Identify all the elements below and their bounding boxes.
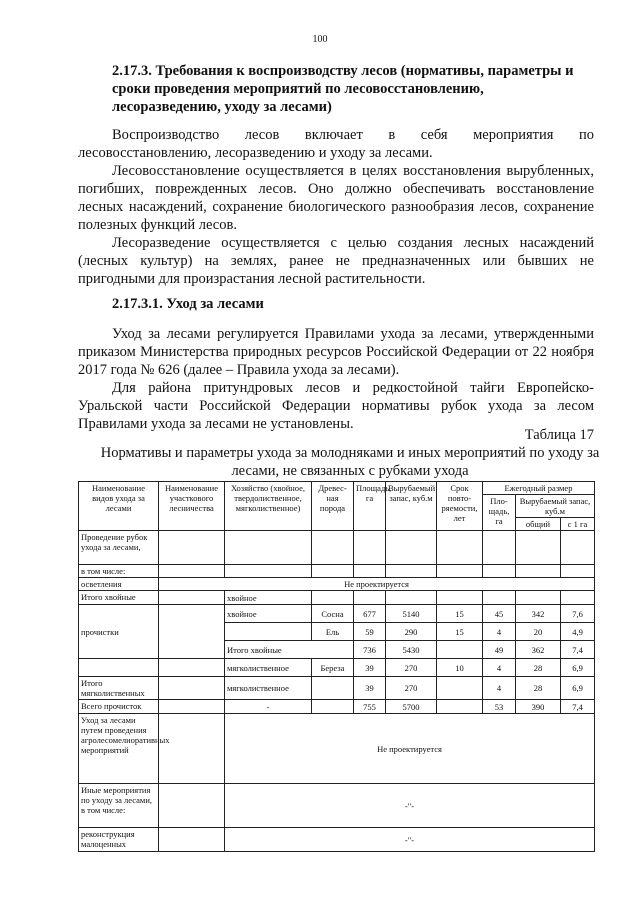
value-cell: 7,4 <box>561 700 595 714</box>
value-cell: 4 <box>483 659 516 677</box>
species-cell: Сосна <box>312 605 354 623</box>
value-cell: 4 <box>483 677 516 700</box>
row-label: Иные мероприятия по уходу за лесами, в том числе: <box>79 784 159 828</box>
table-row <box>79 700 595 714</box>
value-cell: 6,9 <box>561 659 595 677</box>
page-number: 100 <box>312 34 328 45</box>
row-label: Итого мягколиственных <box>79 677 159 700</box>
header-stock: Вырубаемый запас, куб.м <box>386 482 437 531</box>
header-species: Древес-ная порода <box>312 482 354 531</box>
forest-care-table <box>78 481 595 852</box>
row-label: осветления <box>79 578 159 591</box>
ditto-cell: -"- <box>225 784 595 828</box>
value-cell: 5700 <box>386 700 437 714</box>
header-care-type: Наименование видов ухода за лесами <box>79 482 159 531</box>
row-label: прочистки <box>79 605 159 659</box>
table-row <box>79 605 595 623</box>
value-cell: 5430 <box>386 641 437 659</box>
paragraph-care-norms: Для района притундровых лесов и редкостойной тайги Европейско-Уральской части Российской Федерации нормативы рубок ухода за лесом Правилами ухода за лесами не установлены. <box>78 380 594 432</box>
header-annual-stock: Вырубаемый запас, куб.м <box>516 495 595 518</box>
species-cell: Береза <box>312 659 354 677</box>
value-cell: 270 <box>386 677 437 700</box>
value-cell: 270 <box>386 659 437 677</box>
economy-cell: хвойное <box>225 605 312 623</box>
ditto-cell: -"- <box>225 828 595 852</box>
value-cell: 20 <box>516 623 561 641</box>
value-cell: 15 <box>437 605 483 623</box>
value-cell: 290 <box>386 623 437 641</box>
row-label: Всего прочисток <box>79 700 159 714</box>
paragraph-reforestation: Лесовосстановление осуществляется в целях восстановления вырубленных, погибших, поврежденных лесов. Оно должно обеспечивать восстановление лесных насаждений, сохранение биологического разнообразия лесов, сохранение полезных функций лесов. <box>78 163 594 233</box>
row-label: Уход за лесами путем проведения агролесомелиоративных мероприятий <box>79 714 159 784</box>
header-district: Наименование участкового лесничества <box>159 482 225 531</box>
economy-cell: хвойное <box>225 591 312 605</box>
not-designed-cell: Не проектируется <box>225 714 595 784</box>
value-cell: 5140 <box>386 605 437 623</box>
table-header-row <box>79 482 595 495</box>
table-row <box>79 565 595 578</box>
subsection-heading: 2.17.3.1. Уход за лесами <box>112 296 264 312</box>
value-cell: 59 <box>354 623 386 641</box>
value-cell: 15 <box>437 623 483 641</box>
paragraph-care-rules: Уход за лесами регулируется Правилами ухода за лесами, утвержденными приказом Министерства природных ресурсов Российской Федерации от 22 ноября 2017 года № 626 (далее – Правила ухода за лесами). <box>78 326 594 378</box>
section-heading: 2.17.3. Требования к воспроизводству лесов (нормативы, параметры и сроки проведения мероприятий по лесовосстановлению, лесоразведению, уходу за лесами) <box>112 63 574 115</box>
table-row <box>79 531 595 565</box>
value-cell: 6,9 <box>561 677 595 700</box>
paragraph-reproduction: Воспроизводство лесов включает в себя мероприятия по лесовосстановлению, лесоразведению и уходу за лесами. <box>78 127 594 161</box>
not-designed-cell: Не проектируется <box>159 578 595 591</box>
subtotal-label: Итого хвойные <box>225 641 354 659</box>
header-annual-area: Пло-щадь, га <box>483 495 516 531</box>
value-cell: 4,9 <box>561 623 595 641</box>
table-label: Таблица 17 <box>524 427 594 443</box>
value-cell: 45 <box>483 605 516 623</box>
value-cell: 4 <box>483 623 516 641</box>
paragraph-afforestation: Лесоразведение осуществляется с целью создания лесных насаждений (лесных культур) на землях, ранее не предназначенных или бывших не пригодными для произрастания лесной растительности. <box>78 235 594 287</box>
table-caption: Нормативы и параметры ухода за молодняками и иных мероприятий по уходу за лесами, не связанных с рубками ухода <box>100 445 600 479</box>
value-cell: 49 <box>483 641 516 659</box>
header-repeat-period: Срок повто-ряемости, лет <box>437 482 483 531</box>
row-label: в том числе: <box>79 565 159 578</box>
economy-cell: мягколиственное <box>225 677 312 700</box>
value-cell: 736 <box>354 641 386 659</box>
row-label: реконструкция малоценных <box>79 828 159 852</box>
header-stock-per-ha: с 1 га <box>561 518 595 531</box>
row-label: Проведение рубок ухода за лесами, <box>79 531 159 565</box>
table-row <box>79 677 595 700</box>
value-cell: 39 <box>354 677 386 700</box>
header-annual-size: Ежегодный размер <box>483 482 595 495</box>
value-cell: 342 <box>516 605 561 623</box>
value-cell: 39 <box>354 659 386 677</box>
value-cell: 7,6 <box>561 605 595 623</box>
value-cell: 677 <box>354 605 386 623</box>
value-cell: 53 <box>483 700 516 714</box>
row-label: Итого хвойные <box>79 591 159 605</box>
table-row <box>79 659 595 677</box>
value-cell: 362 <box>516 641 561 659</box>
value-cell: 10 <box>437 659 483 677</box>
value-cell: 7,4 <box>561 641 595 659</box>
header-area: Площадь, га <box>354 482 386 531</box>
species-cell: Ель <box>312 623 354 641</box>
value-cell: 28 <box>516 677 561 700</box>
table-row <box>79 828 595 852</box>
header-stock-total: общий <box>516 518 561 531</box>
value-cell: 390 <box>516 700 561 714</box>
table-row <box>79 784 595 828</box>
table-row <box>79 591 595 605</box>
dash-cell: - <box>225 700 312 714</box>
header-economy: Хозяйство (хвойное, твердолиственное, мягколиственное) <box>225 482 312 531</box>
economy-cell: мягколиственное <box>225 659 312 677</box>
table-row <box>79 578 595 591</box>
table-row <box>79 714 595 784</box>
value-cell: 755 <box>354 700 386 714</box>
value-cell: 28 <box>516 659 561 677</box>
